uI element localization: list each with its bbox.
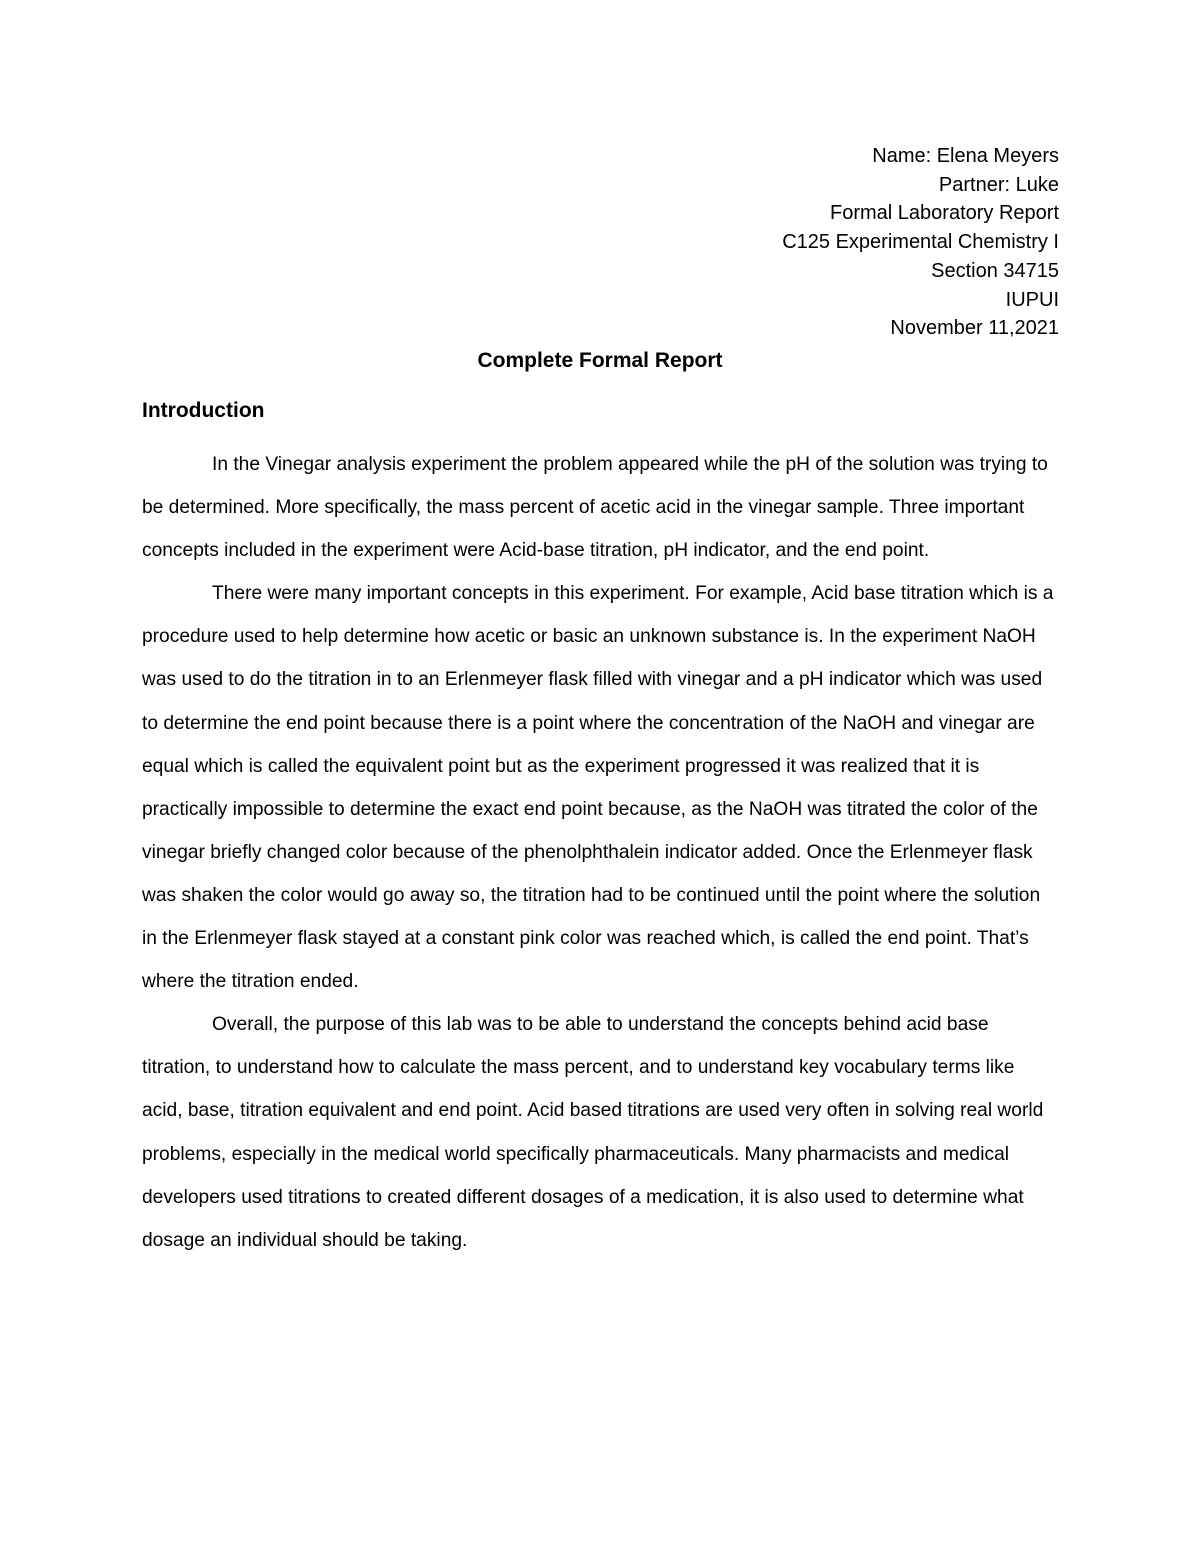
introduction-paragraph-1: In the Vinegar analysis experiment the problem appeared while the pH of the solution was trying to be determined. More specifically, the mass percent of acetic acid in the vinegar sample. Three important concepts included in the experiment were Acid-base titration, pH indicator, and the end point. — [142, 454, 1048, 562]
school-name: IUPUI — [1005, 288, 1059, 311]
report-type: Formal Laboratory Report — [830, 202, 1059, 225]
report-header — [782, 142, 1059, 343]
report-date: November 11,2021 — [890, 317, 1059, 340]
student-name: Name: Elena Meyers — [872, 145, 1059, 167]
introduction-paragraph-2: There were many important concepts in this experiment. For example, Acid base titration which is a procedure used to help determine how acetic or basic an unknown substance is. In the experiment NaOH was used to do the titration in to an Erlenmeyer flask filled with vinegar and a pH indicator which was used to determine the end point because there is a point where the concentration of the NaOH and vinegar are equal which is called the equivalent point but as the experiment progressed it was realized that it is practically impossible to determine the exact end point because, as the NaOH was titrated the color of the vinegar briefly changed color because of the phenolphthalein indicator added. Once the Erlenmeyer flask was shaken the color would go away so, the titration had to be continued until the point where the solution in the Erlenmeyer flask stayed at a constant pink color was reached which, is called the end point. That’s where the titration ended. — [142, 583, 1054, 993]
section-number: Section 34715 — [931, 259, 1059, 282]
introduction-heading: Introduction — [142, 399, 265, 422]
course-name: C125 Experimental Chemistry I — [782, 231, 1059, 254]
introduction-paragraph-3: Overall, the purpose of this lab was to be able to understand the concepts behind acid base titration, to understand how to calculate the mass percent, and to understand key vocabulary terms like acid, base, titration equivalent and end point. Acid based titrations are used very often in solving real world problems, especially in the medical world specifically pharmaceuticals. Many pharmacists and medical developers used titrations to created different dosages of a medication, it is also used to determine what dosage an individual should be taking. — [142, 1014, 1044, 1251]
document-title: Complete Formal Report — [477, 349, 723, 372]
introduction-body — [142, 443, 1060, 1262]
partner-name: Partner: Luke — [938, 173, 1059, 196]
